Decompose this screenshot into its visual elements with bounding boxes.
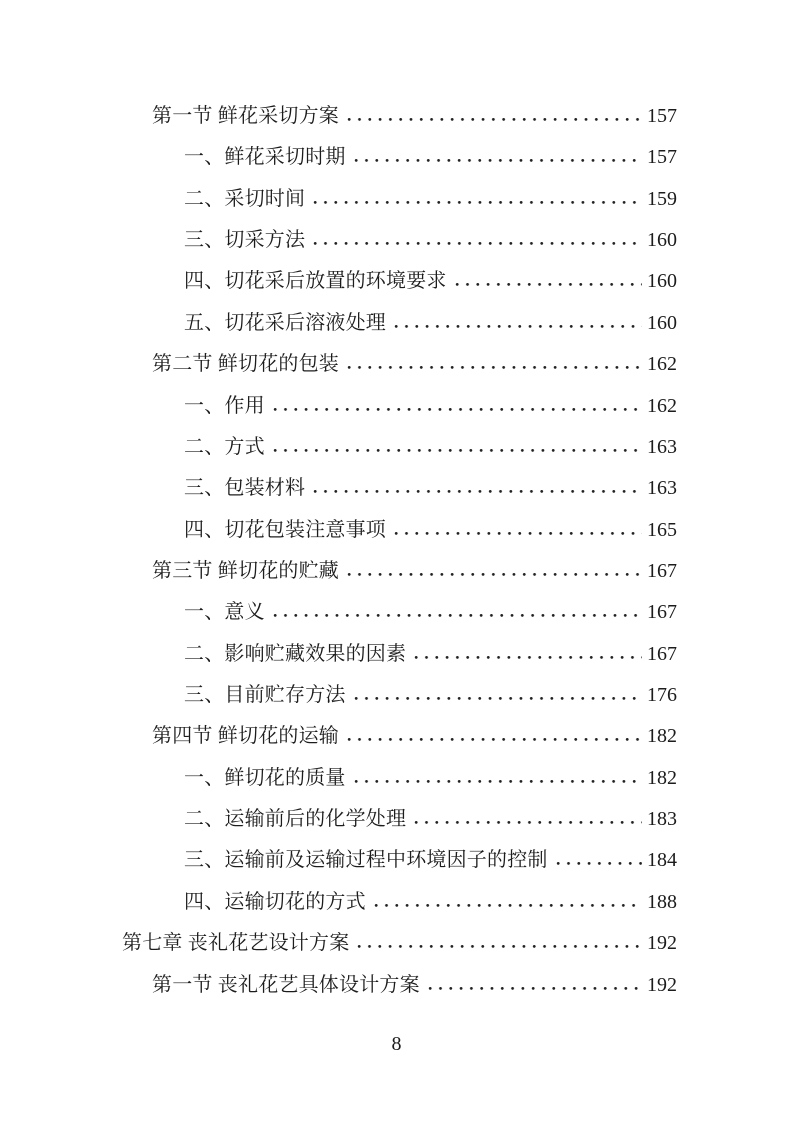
- toc-entry-row: [184, 386, 677, 427]
- toc-entry-row: [184, 675, 677, 716]
- toc-entry-title: 四、运输切花的方式: [184, 890, 366, 913]
- toc-dot-leader: [347, 736, 642, 742]
- toc-entry-page-number: 167: [647, 601, 677, 624]
- toc-entry-title: 二、影响贮藏效果的因素: [184, 642, 407, 665]
- toc-entry-page-number: 167: [647, 559, 677, 582]
- toc-entry-row: [152, 965, 677, 1006]
- toc-entry-row: [184, 634, 677, 675]
- toc-entry-title: 第四节 鲜切花的运输: [152, 725, 339, 748]
- toc-dot-leader: [354, 157, 642, 163]
- toc-entry-title: 四、切花包装注意事项: [184, 518, 386, 541]
- toc-entry-row: [122, 923, 677, 964]
- toc-entry-title: 一、鲜切花的质量: [184, 766, 346, 789]
- toc-entry-page-number: 188: [647, 890, 677, 913]
- toc-entry-row: [184, 799, 677, 840]
- toc-entry-title: 第一节 丧礼花艺具体设计方案: [152, 973, 420, 996]
- toc-entry-page-number: 157: [647, 105, 677, 127]
- toc-entry-row: [184, 427, 677, 468]
- toc-dot-leader: [357, 943, 642, 949]
- toc-entry-row: [184, 758, 677, 799]
- toc-entry-title: 三、目前贮存方法: [184, 684, 346, 707]
- toc-dot-leader: [414, 819, 642, 825]
- toc-entry-page-number: 192: [647, 973, 677, 996]
- toc-entry-row: [152, 344, 677, 385]
- toc-entry-title: 五、切花采后溶液处理: [184, 311, 386, 334]
- toc-dot-leader: [313, 488, 642, 494]
- toc-dot-leader: [313, 199, 642, 205]
- toc-entry-page-number: 183: [647, 808, 677, 831]
- toc-entry-title: 三、切采方法: [184, 229, 306, 252]
- toc-dot-leader: [273, 406, 642, 412]
- toc-entry-page-number: 157: [647, 146, 677, 169]
- toc-dot-leader: [556, 860, 642, 866]
- toc-entry-row: [184, 261, 677, 302]
- toc-entry-row: [184, 220, 677, 261]
- toc-entry-page-number: 165: [647, 518, 677, 541]
- toc-entry-row: [184, 592, 677, 633]
- toc-entry-row: [184, 137, 677, 178]
- toc-entry-page-number: 160: [647, 311, 677, 334]
- toc-entry-row: [184, 179, 677, 220]
- toc-entry-title: 一、鲜花采切时期: [184, 146, 346, 169]
- toc-dot-leader: [455, 281, 642, 287]
- toc-entry-title: 三、运输前及运输过程中环境因子的控制: [184, 849, 548, 872]
- toc-entry-page-number: 184: [647, 849, 677, 872]
- toc-entry-page-number: 163: [647, 435, 677, 458]
- toc-dot-leader: [347, 571, 642, 577]
- toc-entry-row: [184, 840, 677, 881]
- toc-dot-leader: [428, 985, 642, 991]
- page-number-footer: 8: [391, 1033, 402, 1055]
- toc-entry-page-number: 167: [647, 642, 677, 665]
- toc-entry-title: 第二节 鲜切花的包装: [152, 353, 339, 376]
- toc-entry-page-number: 182: [647, 766, 677, 789]
- toc-dot-leader: [414, 654, 642, 660]
- toc-entry-row: [184, 468, 677, 509]
- toc-entry-title: 二、采切时间: [184, 187, 306, 210]
- toc-entry-row: [152, 551, 677, 592]
- toc-entry-title: 第三节 鲜切花的贮藏: [152, 559, 339, 582]
- toc-entry-row: [152, 96, 677, 137]
- toc-entry-title: 三、包装材料: [184, 477, 306, 500]
- toc-entry-row: [184, 882, 677, 923]
- toc-entry-page-number: 163: [647, 477, 677, 500]
- toc-entry-title: 一、作用: [184, 394, 265, 417]
- toc-entry-title: 二、运输前后的化学处理: [184, 808, 407, 831]
- toc-dot-leader: [273, 612, 642, 618]
- toc-dot-leader: [394, 323, 642, 329]
- toc-dot-leader: [374, 902, 642, 908]
- toc-entry-page-number: 160: [647, 270, 677, 293]
- toc-entry-title: 二、方式: [184, 435, 265, 458]
- toc-entry-title: 第七章 丧礼花艺设计方案: [122, 932, 350, 955]
- toc-entry-page-number: 160: [647, 229, 677, 252]
- toc-dot-leader: [313, 240, 642, 246]
- toc-dot-leader: [354, 695, 642, 701]
- toc-dot-leader: [354, 778, 642, 784]
- toc-entry-page-number: 162: [647, 353, 677, 376]
- toc-entry-row: [152, 716, 677, 757]
- toc-entry-title: 第一节 鲜花采切方案: [152, 105, 339, 127]
- toc-entry-row: [184, 303, 677, 344]
- toc-entry-page-number: 162: [647, 394, 677, 417]
- toc-entry-title: 四、切花采后放置的环境要求: [184, 270, 447, 293]
- toc-entry-page-number: 176: [647, 684, 677, 707]
- toc-entry-page-number: 159: [647, 187, 677, 210]
- toc-list: [122, 96, 677, 1006]
- toc-entry-page-number: 192: [647, 932, 677, 955]
- toc-entry-title: 一、意义: [184, 601, 265, 624]
- toc-dot-leader: [273, 447, 642, 453]
- toc-entry-page-number: 182: [647, 725, 677, 748]
- toc-dot-leader: [347, 116, 642, 122]
- toc-entry-row: [184, 510, 677, 551]
- toc-dot-leader: [347, 364, 642, 370]
- toc-dot-leader: [394, 530, 642, 536]
